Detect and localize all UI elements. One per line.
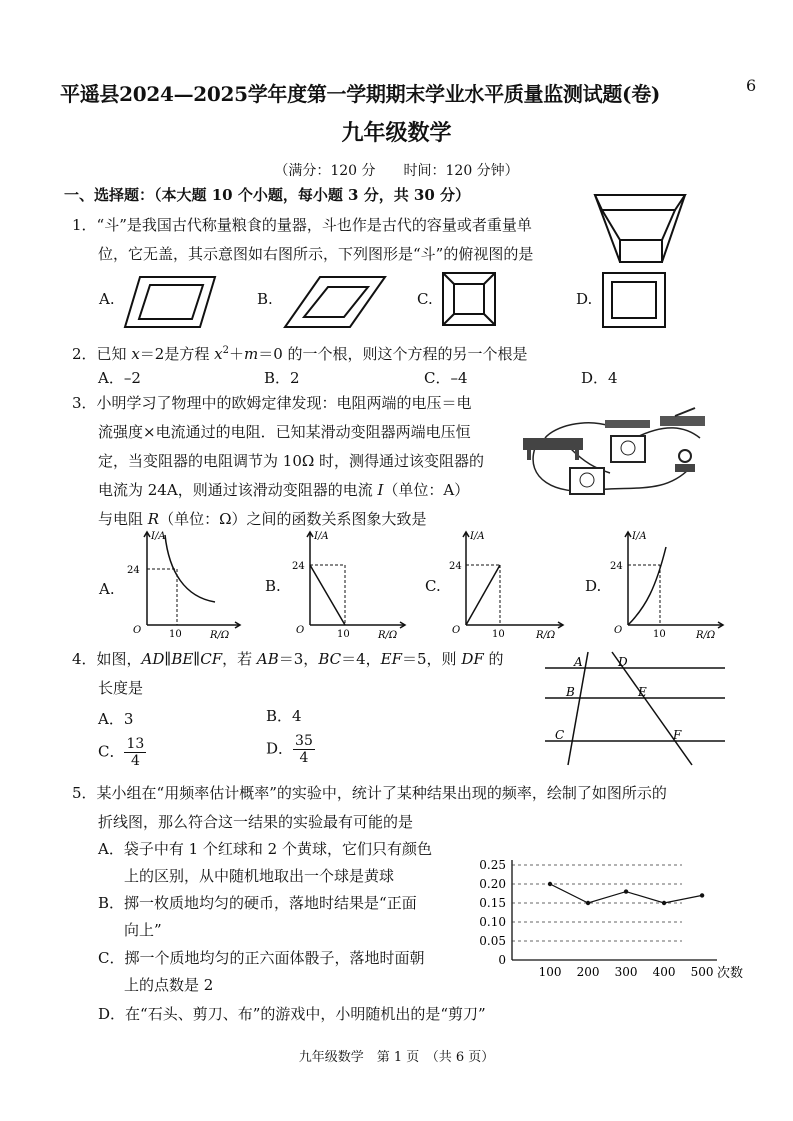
q3-graph-a (125, 527, 245, 642)
rheostat-icon (523, 438, 583, 450)
q2-option-a: A．–2 (98, 369, 141, 387)
dou-edge (662, 210, 675, 240)
point-a: A (574, 655, 583, 669)
q5-option-c-line2: 上的点数是 2 (124, 976, 214, 994)
graph-xtick: 10 (169, 629, 182, 640)
switch-icon (660, 416, 705, 426)
graph-xtick: 10 (337, 629, 350, 640)
q2-option-b: B．2 (264, 369, 300, 387)
q3-graph-d (608, 527, 728, 642)
q2-stem: 2．已知 x＝2是方程 $x^2+m=0$ 的一个根，则这个方程的另一个根是 (72, 345, 528, 363)
dou-edge (662, 195, 685, 262)
q1-option-b: B. (257, 290, 273, 308)
q1-option-d: D. (576, 290, 593, 308)
q5-option-b-line1: B．掷一枚质地均匀的硬币，落地时结果是“正面 (98, 894, 417, 912)
x-tick-label: 400 (652, 965, 676, 979)
q5-option-c-line1: C．掷一个质地均匀的正六面体骰子，落地时面朝 (98, 949, 425, 967)
x-tick-label: 100 (538, 965, 562, 979)
q5-option-a-line2: 上的区别，从中随机地取出一个球是黄球 (124, 867, 395, 885)
x-tick-label: 300 (614, 965, 638, 979)
dou-figure (590, 190, 690, 270)
q2-option-c: C．–4 (424, 369, 468, 387)
q3-graph-c (448, 527, 568, 642)
dou-top-face (595, 195, 685, 210)
graph-ylabel: I/A (470, 531, 485, 542)
q3-line2: 流强度×电流通过的电阻．已知某滑动变阻器两端电压恒 (98, 423, 471, 441)
q5-line1: 5．某小组在“用频率估计概率”的实验中，统计了某种结果出现的频率，绘制了如图所示的 (72, 784, 667, 802)
q4-option-c: C． $\frac{13}{4}$ (98, 736, 145, 769)
q1-line2: 位，它无盖，其示意图如右图所示，下列图形是“斗”的俯视图的是 (98, 245, 534, 263)
dou-bottom-face (620, 240, 662, 262)
q4-stem: 4．如图，AD∥BE∥CF，若 AB＝3，BC＝4，EF＝5，则 DF 的 (72, 650, 504, 668)
x-axis-label: 次数 (716, 966, 744, 981)
score-time: （满分：120 分 时间：120 分钟） (274, 163, 519, 179)
graph-origin: O (133, 625, 142, 636)
q5-line2: 折线图，那么符合这一结果的实验最有可能的是 (98, 813, 414, 831)
bulb-icon (679, 450, 691, 462)
q1-figure-b (280, 272, 390, 332)
q3-option-b: B. (265, 577, 281, 595)
graph-xlabel: R/Ω (378, 630, 398, 641)
section-heading: 一、选择题：（本大题 10 个小题，每小题 3 分，共 30 分） (64, 186, 471, 204)
graph-xtick: 10 (653, 629, 666, 640)
y-tick-label: 0.25 (479, 858, 506, 872)
q3-line3: 定，当变阻器的电阻调节为 10Ω 时，测得通过该变阻器的 (98, 452, 485, 470)
q3-line5: 与电阻 R（单位：Ω）之间的函数关系图象大致是 (98, 510, 427, 528)
ammeter-icon (611, 436, 645, 462)
q2-option-d: D．4 (581, 369, 618, 387)
parallel-lines-figure (540, 650, 730, 770)
point-f: F (673, 728, 682, 742)
data-point (624, 889, 628, 893)
graph-ytick: 24 (127, 565, 140, 576)
q4-option-d: D． $\frac{35}{4}$ (266, 733, 313, 766)
y-tick-label: 0.05 (479, 934, 506, 948)
graph-origin: O (452, 625, 461, 636)
graph-ytick: 24 (449, 561, 462, 572)
q4-option-a: A．3 (98, 710, 134, 728)
page-footer: 九年级数学 第 1 页 （共 6 页） (298, 1050, 495, 1065)
data-point (662, 901, 666, 905)
q3-line4: 电流为 24A，则通过该滑动变阻器的电流 I（单位：A） (98, 481, 470, 499)
point-d: D (618, 655, 628, 669)
graph-xtick: 10 (492, 629, 505, 640)
q4-option-b: B．4 (266, 707, 302, 725)
graph-xlabel: R/Ω (210, 630, 230, 641)
data-point (700, 893, 704, 897)
circuit-illustration (515, 408, 715, 500)
graph-ylabel: I/A (314, 531, 329, 542)
graph-ytick: 24 (292, 561, 305, 572)
data-point (586, 901, 590, 905)
graph-ylabel: I/A (151, 531, 166, 542)
q1-figure-a (120, 272, 220, 332)
q5-option-d: D．在“石头、剪刀、布”的游戏中，小明随机出的是“剪刀” (98, 1005, 486, 1023)
point-b: B (566, 685, 575, 699)
q1-option-a: A. (99, 290, 115, 308)
voltmeter-icon (570, 468, 604, 494)
y-tick-label: 0.15 (479, 896, 506, 910)
point-e: E (638, 685, 647, 699)
graph-ytick: 24 (610, 561, 623, 572)
graph-xlabel: R/Ω (696, 630, 716, 641)
graph-origin: O (296, 625, 305, 636)
q4-line2: 长度是 (98, 679, 144, 697)
q1-figure-c (440, 270, 500, 330)
q3-option-d: D. (585, 577, 602, 595)
q1-figure-d (600, 270, 670, 330)
q1-line1: 1．“斗”是我国古代称量粮食的量器，斗也作是古代的容量或者重量单 (72, 216, 532, 234)
dou-edge (595, 195, 620, 262)
y-tick-label: 0.10 (479, 915, 506, 929)
x-tick-label: 500 (690, 965, 714, 979)
q3-graph-b (290, 527, 410, 642)
y-tick-label: 0 (498, 953, 506, 967)
q3-option-c: C. (425, 577, 441, 595)
y-tick-label: 0.20 (479, 877, 506, 891)
point-c: C (555, 728, 565, 742)
q5-option-a-line1: A．袋子中有 1 个红球和 2 个黄球，它们只有颜色 (98, 840, 432, 858)
exam-title: 平遥县2024—2025学年度第一学期期末学业水平质量监测试题(卷) (60, 82, 661, 106)
graph-origin: O (614, 625, 623, 636)
graph-ylabel: I/A (632, 531, 647, 542)
graph-xlabel: R/Ω (536, 630, 556, 641)
frequency-line-chart (460, 852, 744, 982)
page-mark: 6 (746, 76, 757, 95)
q5-option-b-line2: 向上” (124, 921, 162, 939)
q3-option-a: A. (99, 580, 115, 598)
x-tick-label: 200 (576, 965, 600, 979)
subject-title: 九年级数学 (341, 120, 452, 146)
resistor-icon (605, 420, 650, 428)
data-point (548, 882, 552, 886)
q1-option-c: C. (417, 290, 433, 308)
q3-line1: 3．小明学习了物理中的欧姆定律发现：电阻两端的电压＝电 (72, 394, 472, 412)
